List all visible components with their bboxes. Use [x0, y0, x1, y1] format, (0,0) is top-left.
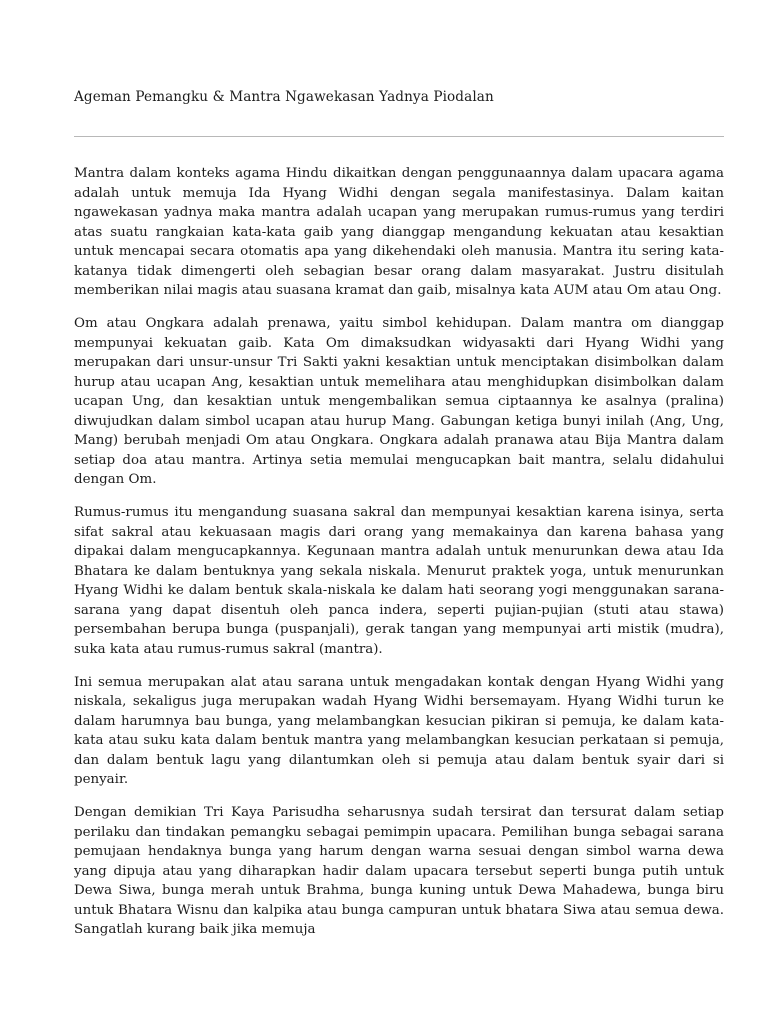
title-divider	[74, 136, 724, 137]
paragraph-2: Om atau Ongkara adalah prenawa, yaitu simbol kehidupan. Dalam mantra om dianggap mempunyai kekuatan gaib. Kata Om dimaksudkan widyasakti dari Hyang Widhi yang merupakan dari unsur-unsur Tri Sakti yakni kesaktian untuk menciptakan disimbolkan dalam hurup atau ucapan Ang, kesaktian untuk memelihara atau menghidupkan disimbolkan dalam ucapan Ung, dan kesaktian untuk mengembalikan semua ciptaannya ke asalnya (pralina) diwujudkan dalam simbol ucapan atau hurup Mang. Gabungan ketiga bunyi inilah (Ang, Ung, Mang) berubah menjadi Om atau Ongkara. Ongkara adalah pranawa atau Bija Mantra dalam setiap doa atau mantra. Artinya setia memulai mengucapkan bait mantra, selalu didahului dengan Om.	[74, 316, 724, 487]
paragraph-5: Dengan demikian Tri Kaya Parisudha seharusnya sudah tersirat dan tersurat dalam setiap perilaku dan tindakan pemangku sebagai pemimpin upacara. Pemilihan bunga sebagai sarana pemujaan hendaknya bunga yang harum dengan warna sesuai dengan simbol warna dewa yang dipuja atau yang diharapkan hadir dalam upacara tersebut seperti bunga putih untuk Dewa Siwa, bunga merah untuk Brahma, bunga kuning untuk Dewa Mahadewa, bunga biru untuk Bhatara Wisnu dan kalpika atau bunga campuran untuk bhatara Siwa atau semua dewa. Sangatlah kurang baik jika memuja	[74, 805, 724, 937]
document-body	[74, 164, 724, 940]
paragraph-1: Mantra dalam konteks agama Hindu dikaitkan dengan penggunaannya dalam upacara agama adalah untuk memuja Ida Hyang Widhi dengan segala manifestasinya. Dalam kaitan ngawekasan yadnya maka mantra adalah ucapan yang merupakan rumus-rumus yang terdiri atas suatu rangkaian kata-kata gaib yang dianggap mengandung kekuatan atau kesaktian untuk mencapai secara otomatis apa yang dikehendaki oleh manusia. Mantra itu sering kata-katanya tidak dimengerti oleh sebagian besar orang dalam masyarakat. Justru disitulah memberikan nilai magis atau suasana kramat dan gaib, misalnya kata AUM atau Om atau Ong.	[74, 166, 724, 298]
document-title: Ageman Pemangku & Mantra Ngawekasan Yadnya Piodalan	[74, 89, 494, 105]
paragraph-3: Rumus-rumus itu mengandung suasana sakral dan mempunyai kesaktian karena isinya, serta sifat sakral atau kekuasaan magis dari orang yang memakainya dan karena bahasa yang dipakai dalam mengucapkannya. Kegunaan mantra adalah untuk menurunkan dewa atau Ida Bhatara ke dalam bentuknya yang sekala niskala. Menurut praktek yoga, untuk menurunkan Hyang Widhi ke dalam bentuk skala-niskala ke dalam hati seorang yogi menggunakan sarana-sarana yang dapat disentuh oleh panca indera, seperti pujian-pujian (stuti atau stawa) persembahan berupa bunga (puspanjali), gerak tangan yang mempunyai arti mistik (mudra), suka kata atau rumus-rumus sakral (mantra).	[74, 505, 724, 657]
document-page	[74, 88, 724, 953]
paragraph-4: Ini semua merupakan alat atau sarana untuk mengadakan kontak dengan Hyang Widhi yang niskala, sekaligus juga merupakan wadah Hyang Widhi bersemayam. Hyang Widhi turun ke dalam harumnya bau bunga, yang melambangkan kesucian pikiran si pemuja, ke dalam kata-kata atau suku kata dalam bentuk mantra yang melambangkan kesucian perkataan si pemuja, dan dalam bentuk lagu yang dilantumkan oleh si pemuja atau dalam bentuk syair dari si penyair.	[74, 674, 724, 787]
